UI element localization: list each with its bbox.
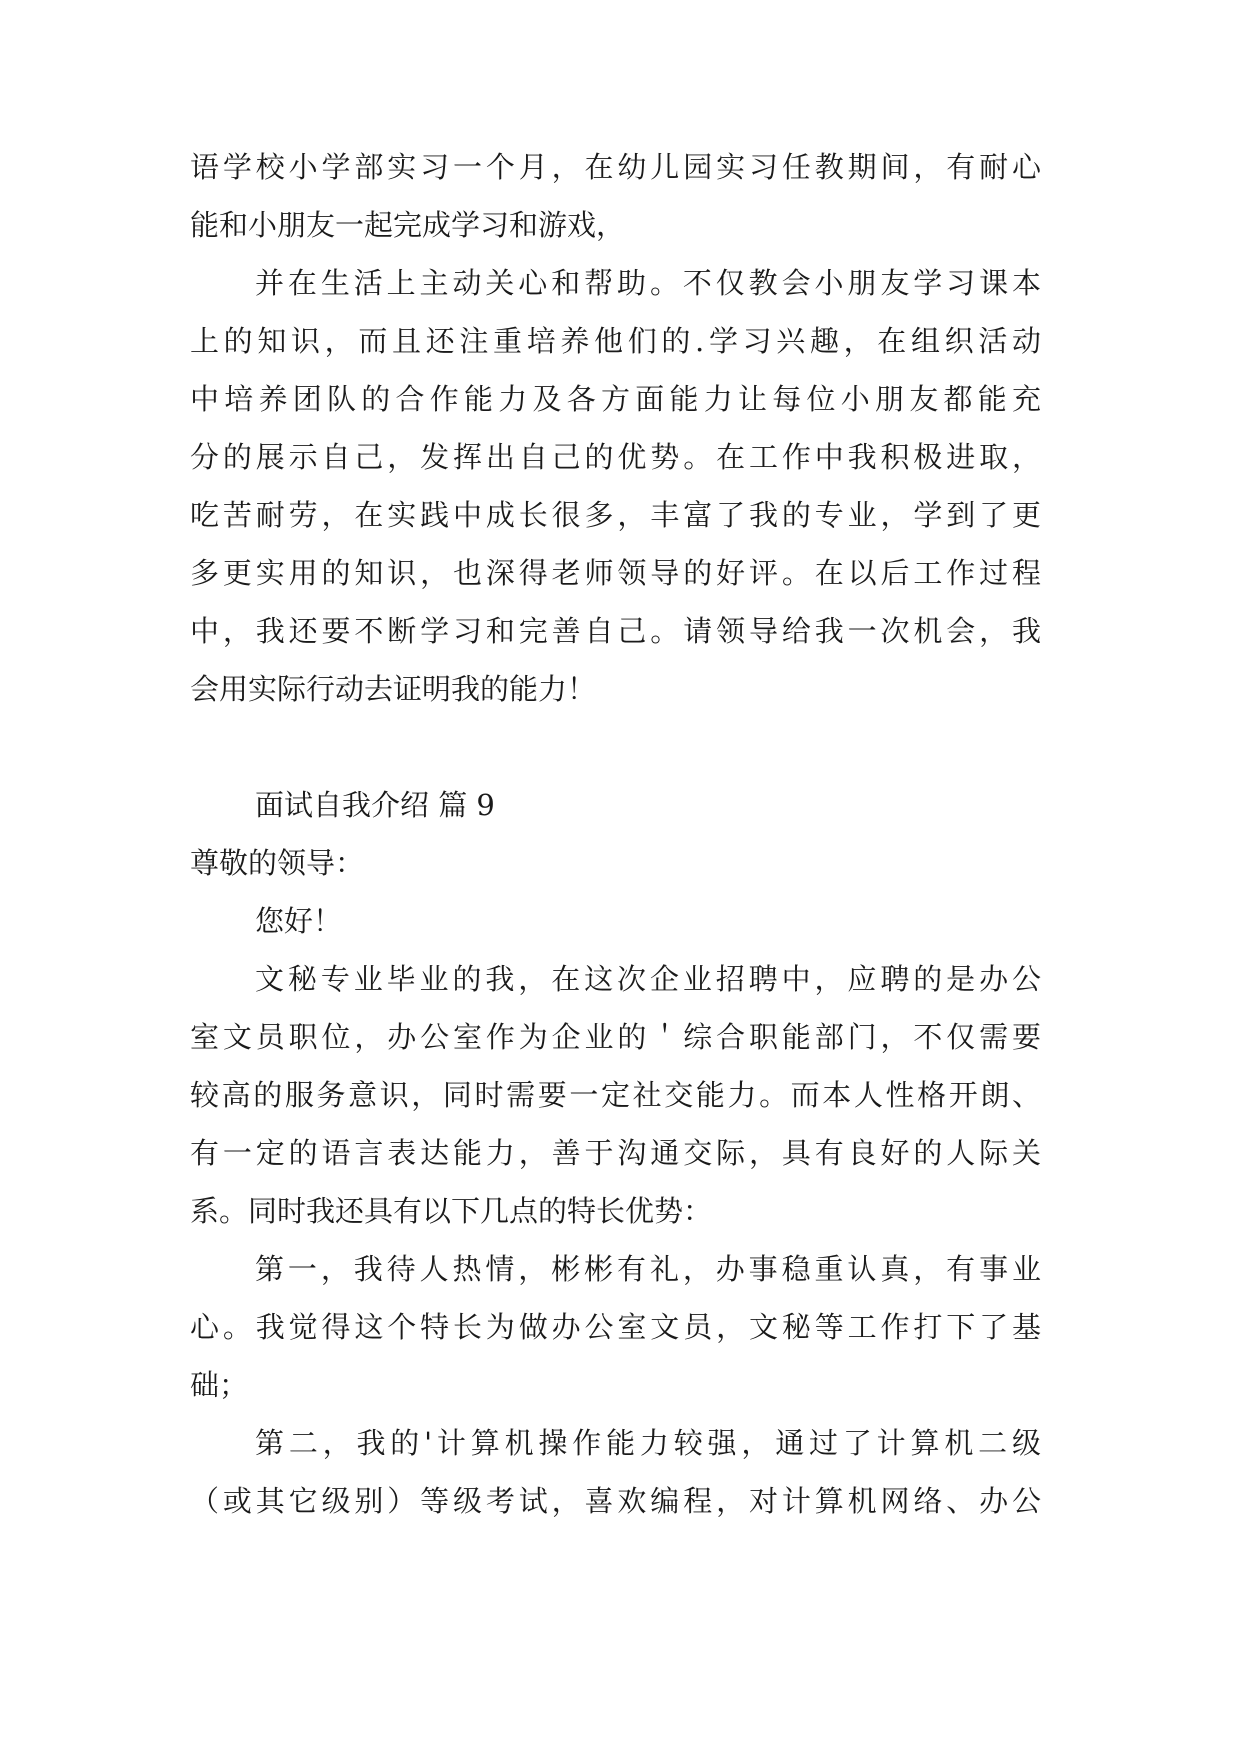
text-line-4: 上的知识，而且还注重培养他们的.学习兴趣，在组织活动 <box>190 324 1041 358</box>
text-line-22: 第二，我的'计算机操作能力较强，通过了计算机二级 <box>255 1426 1041 1460</box>
text-line-8: 多更实用的知识，也深得老师领导的好评。在以后工作过程 <box>190 556 1041 590</box>
text-line-20: 心。我觉得这个特长为做办公室文员，文秘等工作打下了基 <box>190 1310 1041 1344</box>
text-line-21: 础； <box>190 1368 249 1402</box>
section-heading: 面试自我介绍 篇 9 <box>255 788 495 822</box>
text-line-14: 文秘专业毕业的我，在这次企业招聘中，应聘的是办公 <box>255 962 1041 996</box>
greeting: 您好！ <box>255 904 343 938</box>
text-line-10: 会用实际行动去证明我的能力！ <box>190 672 597 706</box>
text-line-2: 能和小朋友一起完成学习和游戏， <box>190 208 626 242</box>
text-line-15: 室文员职位，办公室作为企业的＇综合职能部门，不仅需要 <box>190 1020 1041 1054</box>
text-line-17: 有一定的语言表达能力，善于沟通交际，具有良好的人际关 <box>190 1136 1041 1170</box>
text-line-7: 吃苦耐劳，在实践中成长很多，丰富了我的专业，学到了更 <box>190 498 1041 532</box>
text-line-9: 中，我还要不断学习和完善自己。请领导给我一次机会，我 <box>190 614 1041 648</box>
text-line-5: 中培养团队的合作能力及各方面能力让每位小朋友都能充 <box>190 382 1041 416</box>
text-line-16: 较高的服务意识，同时需要一定社交能力。而本人性格开朗、 <box>190 1078 1041 1112</box>
text-line-19: 第一，我待人热情，彬彬有礼，办事稳重认真，有事业 <box>255 1252 1041 1286</box>
text-line-1: 语学校小学部实习一个月，在幼儿园实习任教期间，有耐心 <box>190 150 1041 184</box>
text-line-18: 系。同时我还具有以下几点的特长优势： <box>190 1194 713 1228</box>
text-line-6: 分的展示自己，发挥出自己的优势。在工作中我积极进取， <box>190 440 1041 474</box>
salutation: 尊敬的领导： <box>190 846 365 880</box>
text-line-23: （或其它级别）等级考试，喜欢编程，对计算机网络、办公 <box>190 1484 1041 1518</box>
text-line-3: 并在生活上主动关心和帮助。不仅教会小朋友学习课本 <box>255 266 1041 300</box>
